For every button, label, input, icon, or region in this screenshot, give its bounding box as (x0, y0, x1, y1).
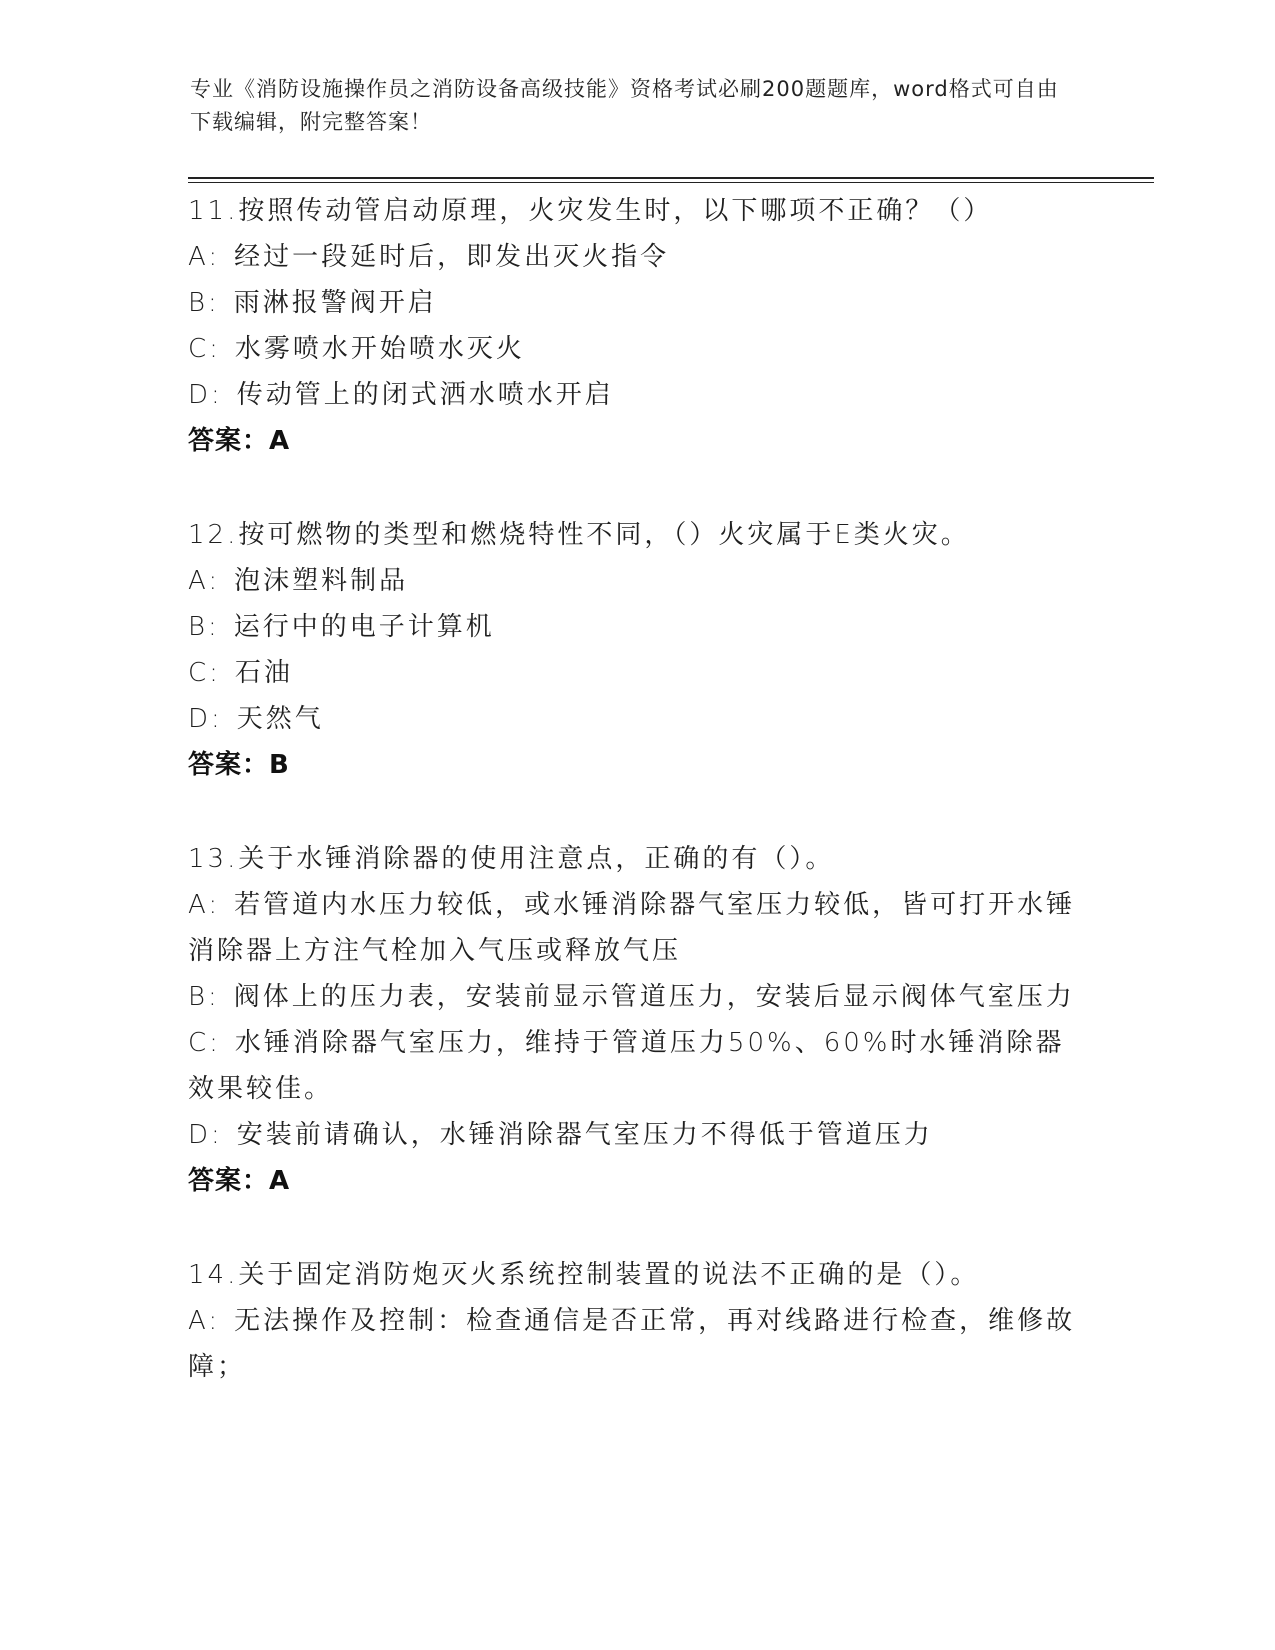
option-letter: A: (188, 566, 221, 596)
option-letter: D: (188, 380, 223, 410)
option-d (188, 696, 1088, 742)
option-text: 若管道内水压力较低，或水锤消除器气室压力较低，皆可打开水锤消除器上方注气栓加入气压或释放气压 (188, 890, 1076, 966)
question-11 (188, 188, 1088, 464)
question-list (188, 188, 1088, 1438)
question-stem: 12.按可燃物的类型和燃烧特性不同，（）火灾属于E类火灾。 (188, 520, 970, 550)
option-d (188, 1112, 1088, 1158)
option-text: 水雾喷水开始喷水灭火 (234, 334, 525, 364)
option-text: 泡沫塑料制品 (234, 566, 409, 596)
option-a (188, 882, 1088, 974)
question-stem: 11.按照传动管启动原理，火灾发生时，以下哪项不正确？（） (188, 196, 993, 226)
option-letter: A: (188, 890, 221, 920)
option-c (188, 1020, 1088, 1112)
option-text: 安装前请确认，水锤消除器气室压力不得低于管道压力 (236, 1120, 933, 1150)
option-b (188, 280, 1088, 326)
option-letter: B: (188, 288, 220, 318)
header-divider-thin (188, 182, 1154, 183)
option-b (188, 604, 1088, 650)
option-text: 无法操作及控制：检查通信是否正常，再对线路进行检查，维修故障； (188, 1306, 1076, 1382)
document-header: 专业《消防设施操作员之消防设备高级技能》资格考试必刷200题题库，word格式可自由下载编辑，附完整答案！ (190, 77, 1059, 134)
answer-line: 答案：A (188, 1166, 291, 1196)
option-letter: D: (188, 1120, 223, 1150)
option-letter: B: (188, 982, 220, 1012)
option-letter: B: (188, 612, 220, 642)
option-letter: D: (188, 704, 223, 734)
option-a (188, 558, 1088, 604)
header-divider (188, 177, 1154, 179)
option-a (188, 234, 1088, 280)
answer-line: 答案：A (188, 426, 291, 456)
question-12 (188, 512, 1088, 788)
question-13 (188, 836, 1088, 1204)
option-text: 雨淋报警阀开启 (233, 288, 437, 318)
question-stem: 13.关于水锤消除器的使用注意点，正确的有（）。 (188, 844, 835, 874)
option-letter: C: (188, 1028, 221, 1058)
question-14 (188, 1252, 1088, 1390)
option-text: 天然气 (236, 704, 324, 734)
option-text: 阀体上的压力表，安装前显示管道压力，安装后显示阀体气室压力 (233, 982, 1075, 1012)
option-a (188, 1298, 1088, 1390)
option-letter: C: (188, 334, 221, 364)
option-text: 石油 (234, 658, 293, 688)
option-text: 传动管上的闭式洒水喷水开启 (236, 380, 614, 410)
question-stem: 14.关于固定消防炮灭火系统控制装置的说法不正确的是（）。 (188, 1260, 980, 1290)
option-letter: A: (188, 242, 221, 272)
option-text: 水锤消除器气室压力，维持于管道压力50%、60%时水锤消除器效果较佳。 (188, 1028, 1065, 1104)
option-c (188, 650, 1088, 696)
option-c (188, 326, 1088, 372)
answer-line: 答案：B (188, 750, 290, 780)
option-d (188, 372, 1088, 418)
option-letter: A: (188, 1306, 221, 1336)
option-text: 运行中的电子计算机 (233, 612, 495, 642)
option-letter: C: (188, 658, 221, 688)
option-b (188, 974, 1088, 1020)
option-text: 经过一段延时后，即发出灭火指令 (234, 242, 670, 272)
